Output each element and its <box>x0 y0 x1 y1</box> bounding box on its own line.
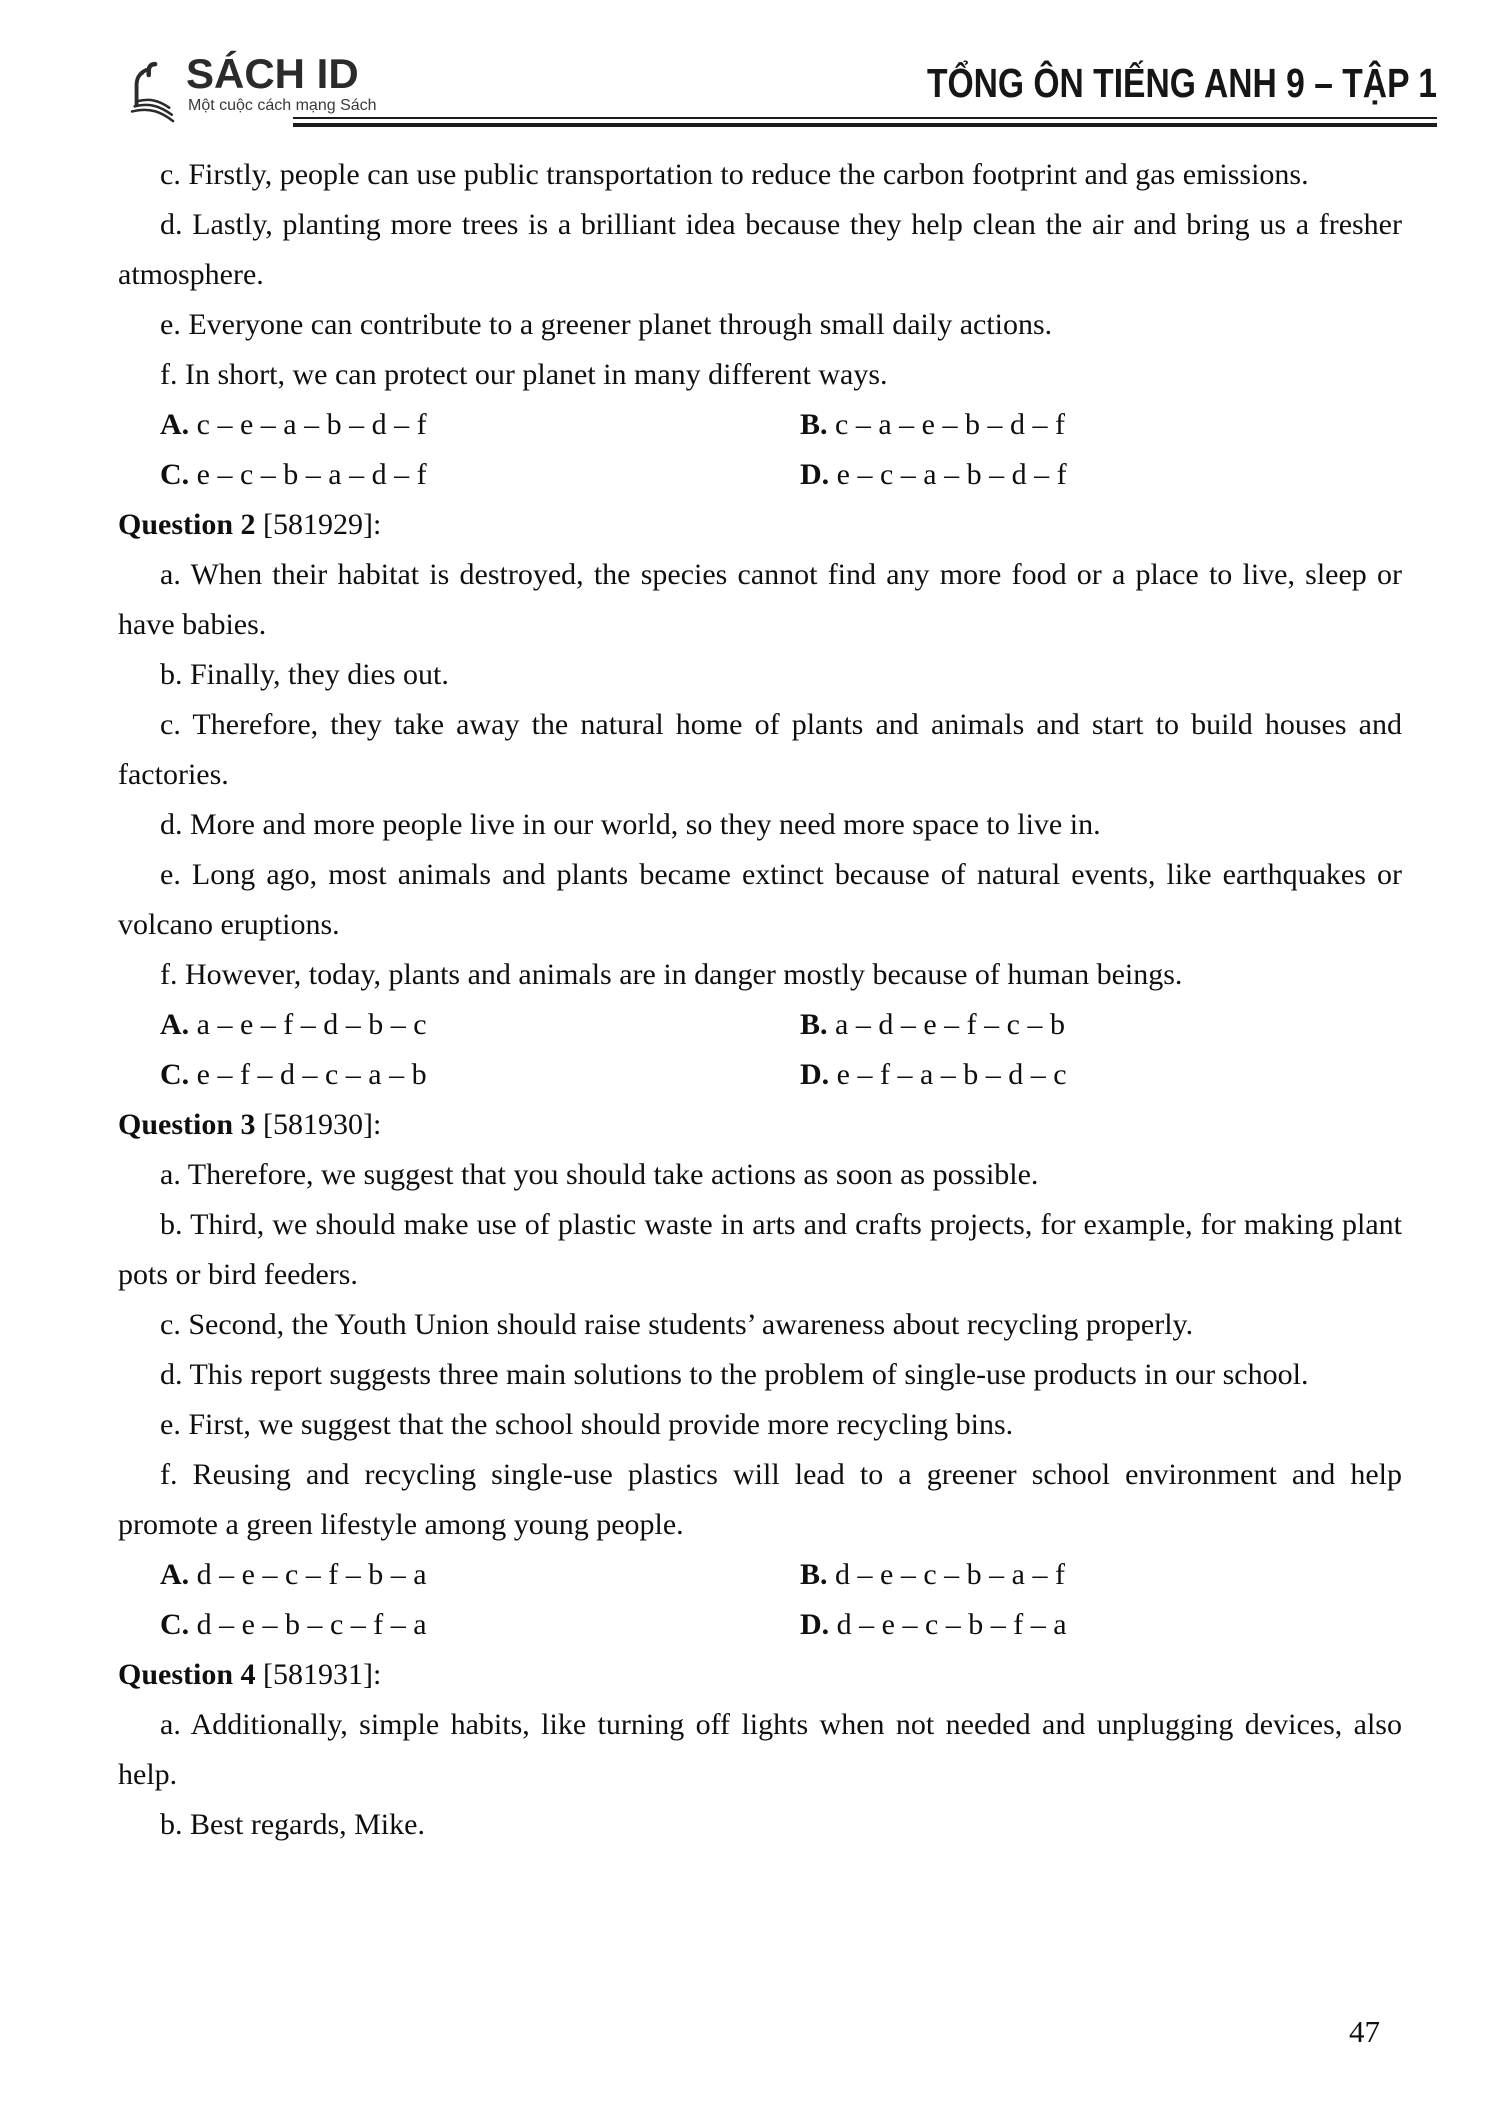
answer-option <box>118 1550 800 1600</box>
option-label: C. <box>160 1058 190 1091</box>
option-label: B. <box>800 408 828 441</box>
page-number: 47 <box>1349 2014 1380 2049</box>
answer-option <box>118 1000 800 1050</box>
answer-option <box>800 450 1402 500</box>
option-label: A. <box>160 1558 190 1591</box>
header-double-rule <box>293 117 1437 127</box>
paragraph: e. Everyone can contribute to a greener planet through small daily actions. <box>160 308 1053 341</box>
paragraph: c. Firstly, people can use public transportation to reduce the carbon footprint and gas emissions. <box>160 158 1309 191</box>
logo-tagline: Một cuộc cách mạng Sách <box>188 97 377 114</box>
logo-text <box>186 52 377 115</box>
paragraph: e. First, we suggest that the school should provide more recycling bins. <box>160 1408 1014 1441</box>
option-value: e – c – a – b – d – f <box>829 458 1067 491</box>
question-heading <box>118 1650 1402 1700</box>
paragraph: e. Long ago, most animals and plants became extinct because of natural events, like earthquakes or volcano eruptions. <box>118 858 1402 941</box>
paragraph: f. Reusing and recycling single-use plastics will lead to a greener school environment and help promote a green lifestyle among young people. <box>118 1458 1402 1541</box>
paragraph: b. Third, we should make use of plastic waste in arts and crafts projects, for example, for making plant pots or bird feeders. <box>118 1208 1402 1291</box>
answer-option <box>800 1550 1402 1600</box>
paragraph: b. Best regards, Mike. <box>160 1808 425 1841</box>
paragraph: d. This report suggests three main solutions to the problem of single-use products in our school. <box>160 1358 1309 1391</box>
option-value: e – f – d – c – a – b <box>189 1058 427 1091</box>
logo-title: SÁCH ID <box>186 50 359 97</box>
options-row <box>118 1050 1402 1100</box>
answer-option <box>118 400 800 450</box>
open-book-logo-icon <box>118 58 182 129</box>
paragraph: b. Finally, they dies out. <box>160 658 449 691</box>
option-label: B. <box>800 1558 828 1591</box>
document-content <box>118 150 1402 1850</box>
question-number: Question 4 <box>118 1658 256 1691</box>
question-heading <box>118 500 1402 550</box>
option-label: C. <box>160 1608 190 1641</box>
answer-option <box>118 1600 800 1650</box>
paragraph: d. Lastly, planting more trees is a brilliant idea because they help clean the air and bring us a fresher atmosphere. <box>118 208 1402 291</box>
option-value: c – a – e – b – d – f <box>827 408 1065 441</box>
options-row <box>118 400 1402 450</box>
option-label: B. <box>800 1008 828 1041</box>
options-row <box>118 1000 1402 1050</box>
book-title: TỔNG ÔN TIẾNG ANH 9 – TẬP 1 <box>927 60 1437 106</box>
paragraph: a. Additionally, simple habits, like turning off lights when not needed and unplugging devices, also help. <box>118 1708 1402 1791</box>
option-label: D. <box>800 458 830 491</box>
question-id: [581929]: <box>255 508 382 541</box>
question-id: [581930]: <box>255 1108 382 1141</box>
question-heading <box>118 1100 1402 1150</box>
option-value: a – e – f – d – b – c <box>189 1008 427 1041</box>
options-row <box>118 1600 1402 1650</box>
answer-option <box>800 1600 1402 1650</box>
paragraph: c. Second, the Youth Union should raise students’ awareness about recycling properly. <box>160 1308 1194 1341</box>
answer-option <box>118 1050 800 1100</box>
answer-option <box>118 450 800 500</box>
paragraph: f. In short, we can protect our planet in many different ways. <box>160 358 888 391</box>
question-id: [581931]: <box>255 1658 382 1691</box>
answer-option <box>800 1000 1402 1050</box>
paragraph: d. More and more people live in our world, so they need more space to live in. <box>160 808 1101 841</box>
option-label: C. <box>160 458 190 491</box>
option-value: d – e – c – b – f – a <box>829 1608 1067 1641</box>
option-value: e – c – b – a – d – f <box>189 458 427 491</box>
options-row <box>118 450 1402 500</box>
option-value: d – e – c – b – a – f <box>827 1558 1065 1591</box>
paragraph: a. When their habitat is destroyed, the species cannot find any more food or a place to live, sleep or have babies. <box>118 558 1402 641</box>
paragraph: f. However, today, plants and animals are in danger mostly because of human beings. <box>160 958 1183 991</box>
option-value: e – f – a – b – d – c <box>829 1058 1067 1091</box>
question-number: Question 2 <box>118 508 256 541</box>
paragraph: a. Therefore, we suggest that you should take actions as soon as possible. <box>160 1158 1039 1191</box>
paragraph: c. Therefore, they take away the natural home of plants and animals and start to build houses and factories. <box>118 708 1402 791</box>
question-number: Question 3 <box>118 1108 256 1141</box>
options-row <box>118 1550 1402 1600</box>
option-value: a – d – e – f – c – b <box>827 1008 1065 1041</box>
option-label: A. <box>160 1008 190 1041</box>
option-label: A. <box>160 408 190 441</box>
option-label: D. <box>800 1058 830 1091</box>
option-value: c – e – a – b – d – f <box>189 408 427 441</box>
option-value: d – e – c – f – b – a <box>189 1558 427 1591</box>
option-label: D. <box>800 1608 830 1641</box>
option-value: d – e – b – c – f – a <box>189 1608 427 1641</box>
answer-option <box>800 400 1402 450</box>
answer-option <box>800 1050 1402 1100</box>
